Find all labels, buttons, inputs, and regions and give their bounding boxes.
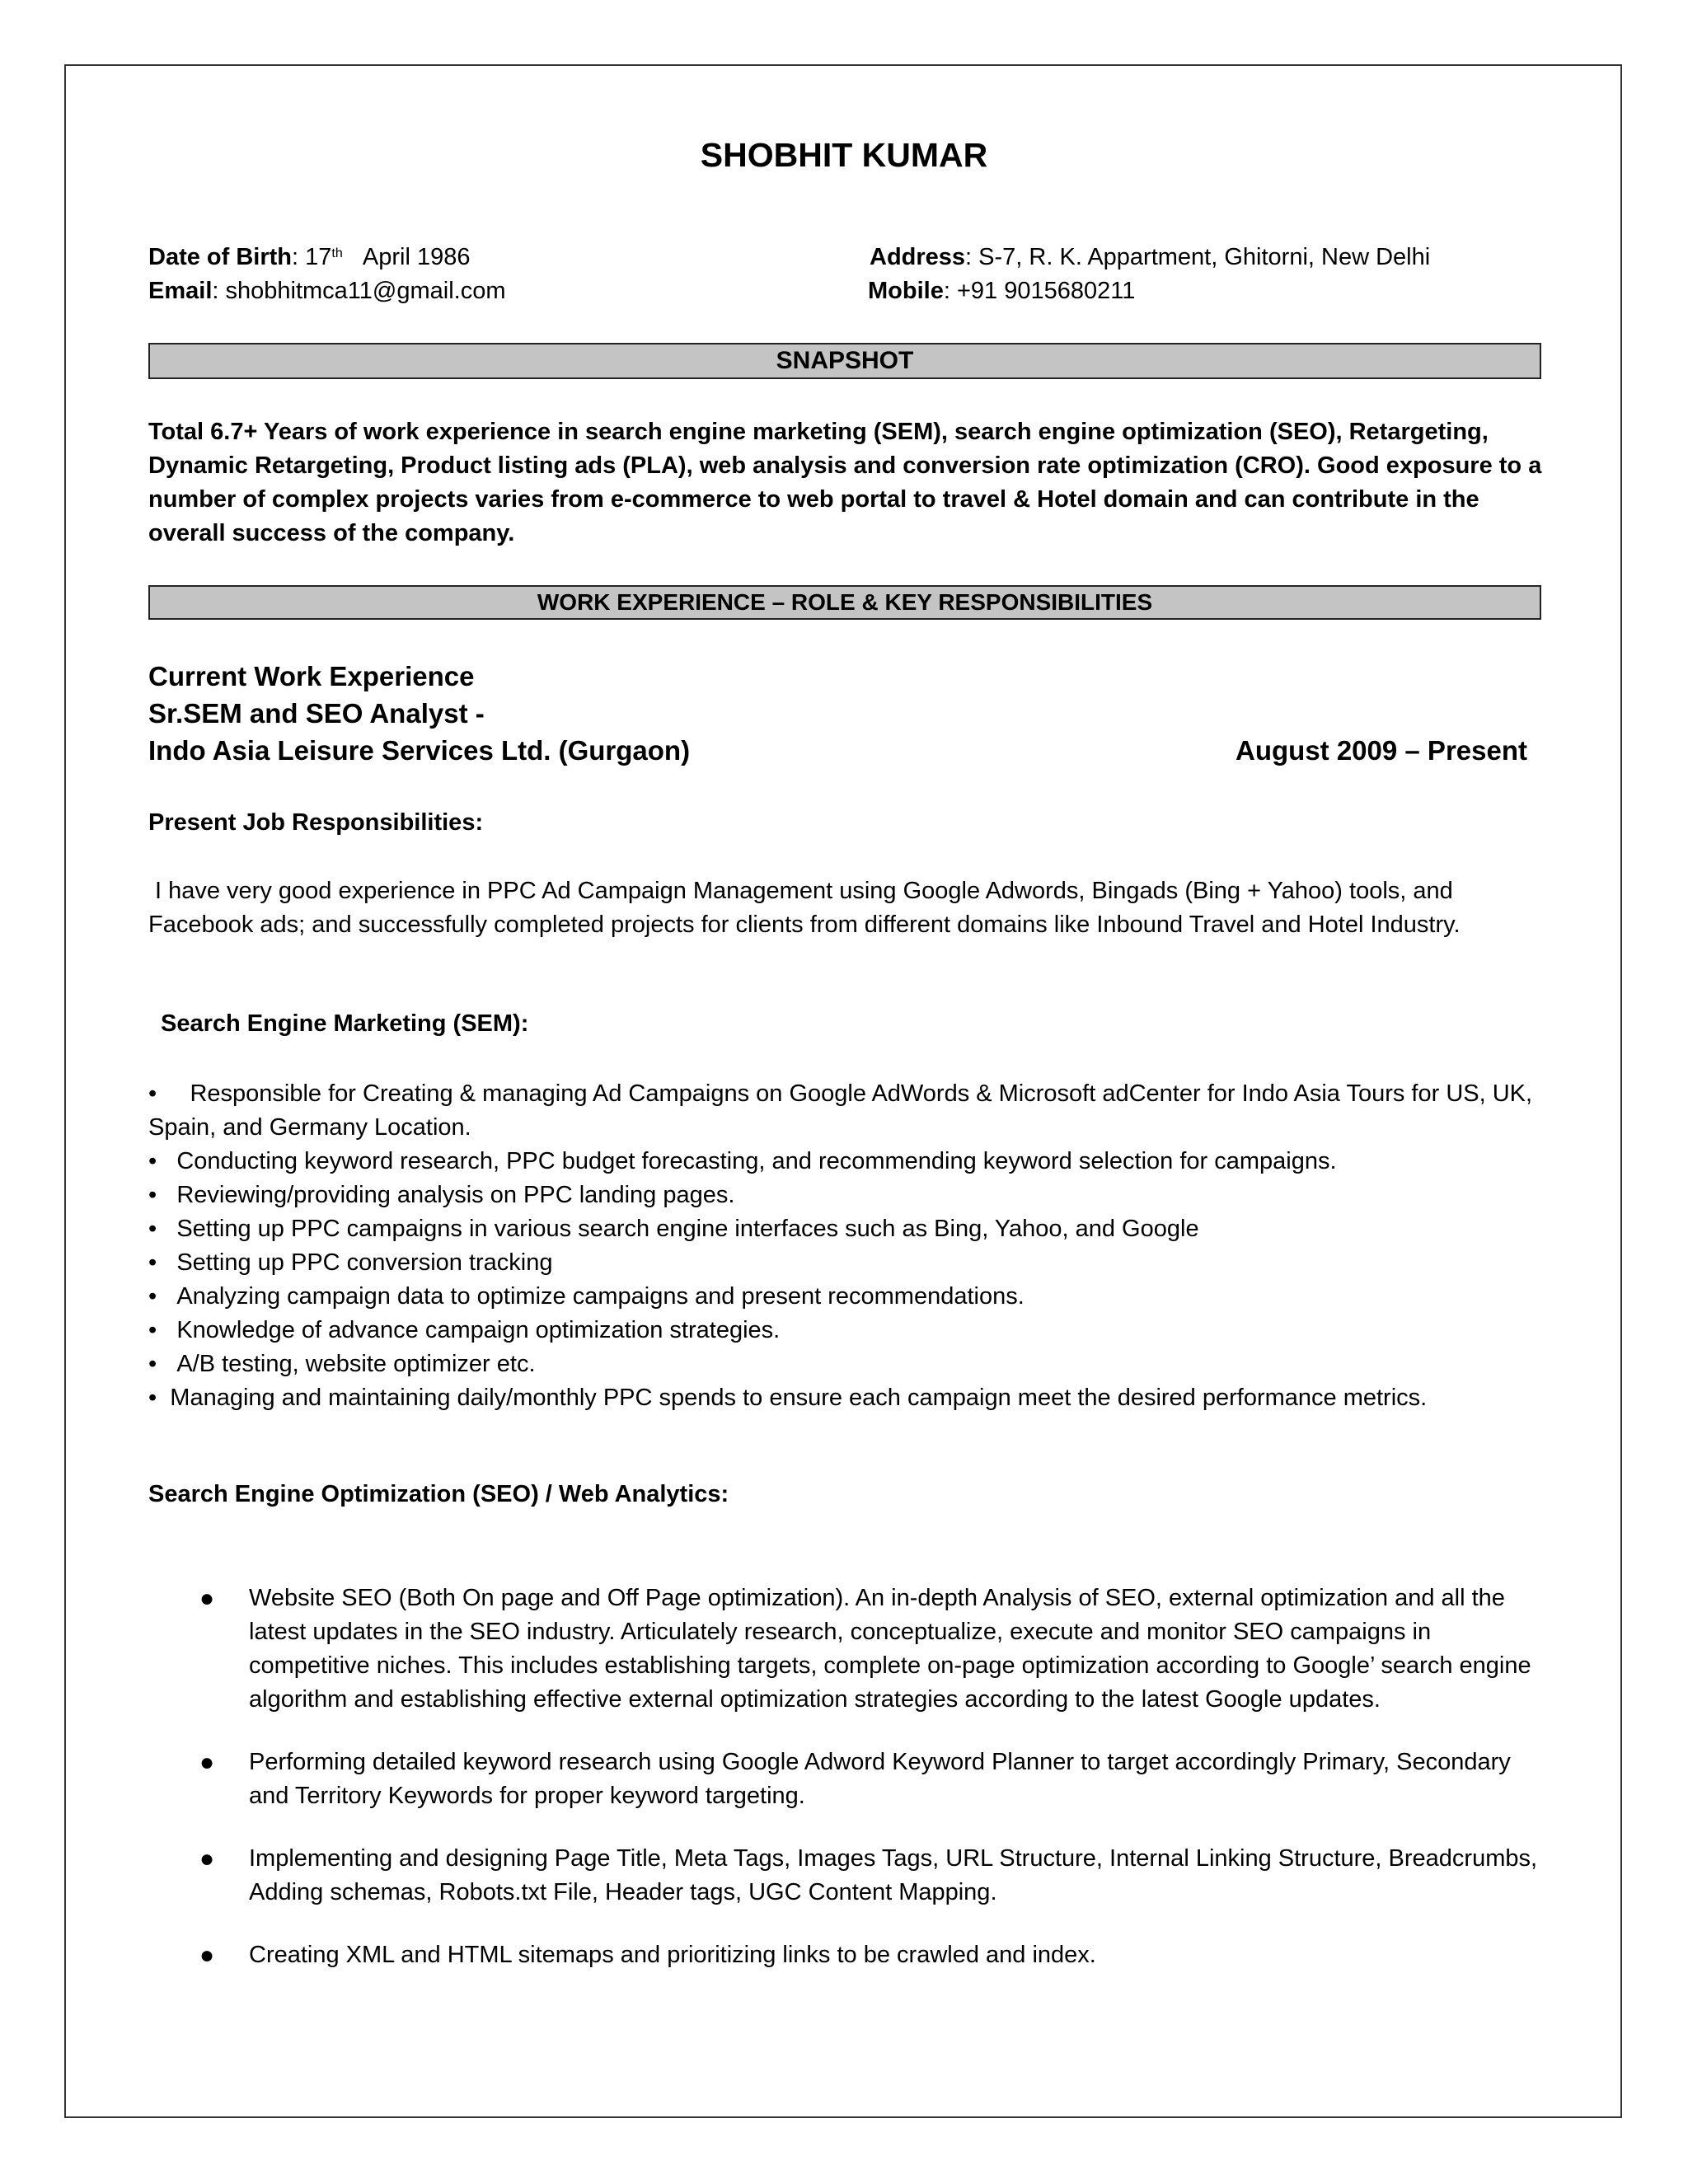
list-item xyxy=(148,1746,1550,1813)
email-value: shobhitmca11@gmail.com xyxy=(225,278,506,304)
email-label: Email xyxy=(148,278,213,304)
mobile-label: Mobile xyxy=(868,278,944,304)
sem-item-text: Responsible for Creating & managing Ad Campaigns on Google AdWords & Microsoft adCenter for Indo Asia Tours for US, UK, Spain, and Germany Location. xyxy=(148,1080,1533,1141)
list-item xyxy=(148,1077,1550,1145)
sem-list xyxy=(148,1077,1550,1415)
seo-item-text: Creating XML and HTML sitemaps and prioritizing links to be crawled and index. xyxy=(249,1942,1096,1968)
list-item xyxy=(148,1145,1550,1179)
email: Email: shobhitmca11@gmail.com xyxy=(148,278,506,304)
current-work-label: Current Work Experience xyxy=(148,661,475,691)
dob-suffix: th xyxy=(331,246,343,260)
dob-rest: April 1986 xyxy=(362,244,471,270)
bullet-icon: • xyxy=(148,1148,157,1174)
bullet-icon: • xyxy=(148,1080,157,1107)
seo-list xyxy=(148,1582,1550,2001)
employment-dates: August 2009 – Present xyxy=(1236,735,1527,766)
mobile: Mobile: +91 9015680211 xyxy=(868,278,1136,304)
bullet-icon: ● xyxy=(199,1942,215,1969)
bullet-icon: • xyxy=(148,1216,157,1242)
list-item xyxy=(148,1212,1550,1246)
seo-item-text: Performing detailed keyword research using Google Adword Keyword Planner to target accordingly Primary, Secondary and Territory Keywords for proper keyword targeting. xyxy=(249,1749,1511,1809)
sem-item-text: A/B testing, website optimizer etc. xyxy=(176,1351,536,1377)
list-item xyxy=(148,1280,1550,1314)
sem-item-text: Knowledge of advance campaign optimization strategies. xyxy=(176,1317,781,1343)
list-item xyxy=(148,1381,1550,1415)
bullet-icon: ● xyxy=(199,1845,215,1872)
seo-heading: Search Engine Optimization (SEO) / Web Analytics: xyxy=(148,1481,729,1507)
candidate-name: SHOBHIT KUMAR xyxy=(700,136,988,174)
snapshot-summary: Total 6.7+ Years of work experience in search engine marketing (SEM), search engine optimization (SEO), Retargeting, Dynamic Retargeting, Product listing ads (PLA), web analysis and conversion rate optimization (CRO). Good exposure to a number of complex projects varies from e-commerce to web portal to travel & Hotel domain and can contribute in the overall success of the company. xyxy=(148,419,1542,546)
bullet-icon: • xyxy=(148,1385,157,1411)
list-item xyxy=(148,1582,1550,1717)
bullet-icon: • xyxy=(148,1351,157,1377)
sem-item-text: Managing and maintaining daily/monthly PPC spends to ensure each campaign meet the desired performance metrics. xyxy=(170,1385,1428,1411)
experience-intro: I have very good experience in PPC Ad Campaign Management using Google Adwords, Bingads (Bing + Yahoo) tools, and Facebook ads; and successfully completed projects for clients from different domains like Inbound Travel and Hotel Industry. xyxy=(148,878,1461,938)
dob-day: 17 xyxy=(305,244,332,270)
seo-item-text: Implementing and designing Page Title, Meta Tags, Images Tags, URL Structure, Internal Linking Structure, Breadcrumbs, Adding schemas, Robots.txt File, Header tags, UGC Content Mapping. xyxy=(249,1845,1538,1905)
address: Address: S-7, R. K. Appartment, Ghitorni, New Delhi xyxy=(870,244,1431,270)
sem-item-text: Conducting keyword research, PPC budget forecasting, and recommending keyword selection for campaigns. xyxy=(176,1148,1337,1174)
snapshot-heading-bar: SNAPSHOT xyxy=(148,343,1541,379)
bullet-icon: • xyxy=(148,1249,157,1276)
list-item xyxy=(148,1179,1550,1212)
seo-item-text: Website SEO (Both On page and Off Page optimization). An in-depth Analysis of SEO, external optimization and all the latest updates in the SEO industry. Articulately research, conceptualize, execute and monitor SEO campaigns in competitive niches. This includes establishing targets, complete on-page optimization according to Google’ search engine algorithm and establishing effective external optimization strategies according to the latest Google updates. xyxy=(249,1585,1531,1713)
bullet-icon: • xyxy=(148,1317,157,1343)
job-role: Sr.SEM and SEO Analyst - xyxy=(148,698,485,729)
sem-heading: Search Engine Marketing (SEM): xyxy=(161,1010,529,1037)
work-heading-bar: WORK EXPERIENCE – ROLE & KEY RESPONSIBILITIES xyxy=(148,585,1541,620)
bullet-icon: • xyxy=(148,1182,157,1208)
mobile-value: +91 9015680211 xyxy=(956,278,1136,304)
sem-item-text: Setting up PPC campaigns in various search engine interfaces such as Bing, Yahoo, and Google xyxy=(176,1216,1199,1242)
bullet-icon: • xyxy=(148,1283,157,1310)
list-item xyxy=(148,1246,1550,1280)
list-item xyxy=(148,1347,1550,1381)
bullet-icon: ● xyxy=(199,1749,215,1776)
sem-item-text: Reviewing/providing analysis on PPC landing pages. xyxy=(176,1182,735,1208)
sem-item-text: Analyzing campaign data to optimize campaigns and present recommendations. xyxy=(176,1283,1025,1310)
company-name: Indo Asia Leisure Services Ltd. (Gurgaon) xyxy=(148,735,691,766)
list-item xyxy=(148,1938,1550,1972)
address-value: S-7, R. K. Appartment, Ghitorni, New Delhi xyxy=(978,244,1431,270)
dob-label: Date of Birth xyxy=(148,244,292,270)
sem-item-text: Setting up PPC conversion tracking xyxy=(176,1249,553,1276)
list-item xyxy=(148,1842,1550,1910)
responsibilities-heading: Present Job Responsibilities: xyxy=(148,809,484,836)
list-item xyxy=(148,1314,1550,1347)
address-label: Address xyxy=(870,244,966,270)
bullet-icon: ● xyxy=(199,1585,215,1612)
date-of-birth: Date of Birth: 17th April 1986 xyxy=(148,244,471,270)
